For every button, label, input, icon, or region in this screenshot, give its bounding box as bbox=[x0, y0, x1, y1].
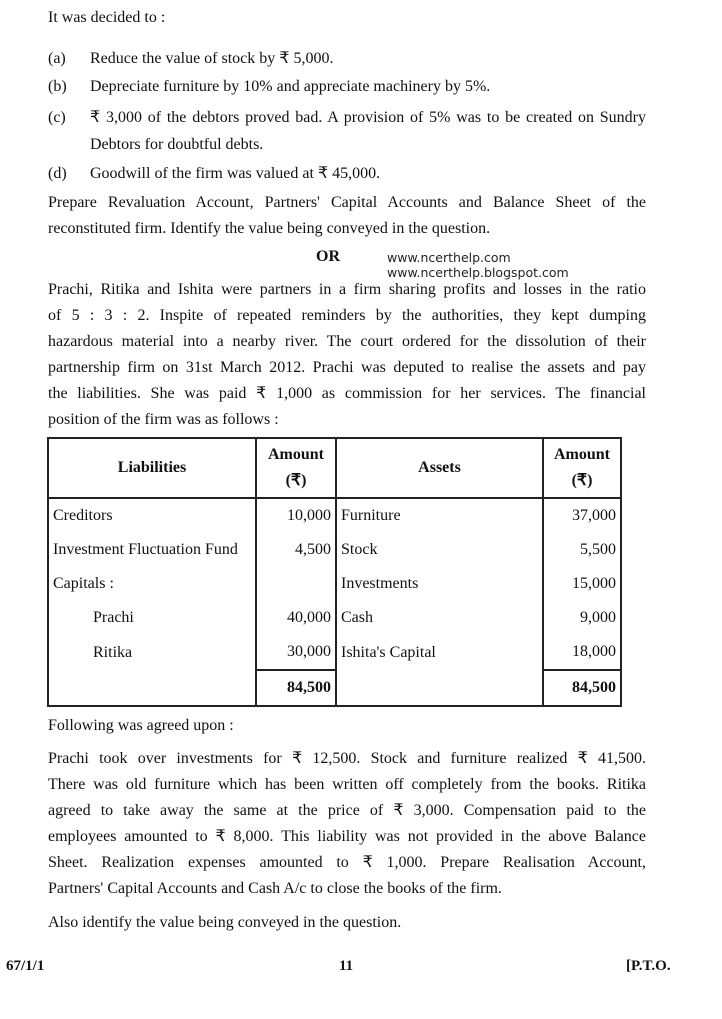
cell: 5,500 bbox=[543, 533, 621, 567]
paragraph-line: reconstituted firm. Identify the value being conveyed in the question. bbox=[48, 220, 491, 237]
item-text: Goodwill of the firm was valued at ₹ 45,000. bbox=[90, 165, 381, 182]
paper-code: 67/1/1 bbox=[6, 958, 45, 974]
paragraph-line: position of the firm was as follows : bbox=[48, 411, 279, 428]
table-total-row bbox=[48, 670, 621, 706]
item-text: Depreciate furniture by 10% and appreciate machinery by 5%. bbox=[90, 78, 491, 95]
list-item bbox=[48, 73, 646, 100]
item-label: (c) bbox=[48, 109, 66, 126]
cell: Ritika bbox=[48, 635, 256, 670]
item-label: (a) bbox=[48, 50, 66, 67]
paragraph-line: the liabilities. She was paid ₹ 1,000 as commission for her services. The financial bbox=[48, 385, 646, 402]
cell: Stock bbox=[336, 533, 543, 567]
paragraph-line: Prachi, Ritika and Ishita were partners in a firm sharing profits and losses in the ratio bbox=[48, 281, 646, 298]
paragraph-line: Prachi took over investments for ₹ 12,500. Stock and furniture realized ₹ 41,500. bbox=[48, 750, 646, 767]
cell: 30,000 bbox=[256, 635, 336, 670]
table-header-row bbox=[48, 438, 621, 498]
header-assets: Assets bbox=[336, 438, 543, 498]
header-liabilities: Liabilities bbox=[48, 438, 256, 498]
paragraph-line: partnership firm on 31st March 2012. Prachi was deputed to realise the assets and pay bbox=[48, 359, 646, 376]
paragraph-line: Also identify the value being conveyed in the question. bbox=[48, 914, 402, 931]
paragraph-line: agreed to take away the same at the price of ₹ 3,000. Compensation paid to the bbox=[48, 802, 646, 819]
paragraph-line: hazardous material into a nearby river. The court ordered for the dissolution of their bbox=[48, 333, 646, 350]
cell: Investments bbox=[336, 567, 543, 601]
cell: Ishita's Capital bbox=[336, 635, 543, 670]
page-number: 11 bbox=[339, 958, 354, 974]
header-amount: Amount (₹) bbox=[543, 438, 621, 498]
cell: Cash bbox=[336, 601, 543, 635]
cell: 10,000 bbox=[256, 498, 336, 533]
table-row bbox=[48, 635, 621, 670]
or-separator: OR bbox=[316, 248, 340, 265]
paragraph-line: Prepare Revaluation Account, Partners' Capital Accounts and Balance Sheet of the bbox=[48, 194, 646, 211]
header-amount: Amount (₹) bbox=[256, 438, 336, 498]
balance-sheet-table bbox=[47, 437, 622, 707]
cell bbox=[48, 670, 256, 706]
table-row bbox=[48, 601, 621, 635]
item-label: (d) bbox=[48, 165, 67, 182]
paragraph-line: of 5 : 3 : 2. Inspite of repeated reminders by the authorities, they kept dumping bbox=[48, 307, 646, 324]
cell: Furniture bbox=[336, 498, 543, 533]
agreed-text: Following was agreed upon : bbox=[48, 717, 234, 734]
paragraph-line: Sheet. Realization expenses amounted to ₹ 1,000. Prepare Realisation Account, bbox=[48, 854, 646, 871]
item-label: (b) bbox=[48, 78, 67, 95]
watermark-url: www.ncerthelp.com bbox=[387, 250, 511, 265]
table-row bbox=[48, 533, 621, 567]
cell: 15,000 bbox=[543, 567, 621, 601]
cell: Investment Fluctuation Fund bbox=[48, 533, 256, 567]
total-assets: 84,500 bbox=[543, 670, 621, 706]
table-row bbox=[48, 498, 621, 533]
cell: 18,000 bbox=[543, 635, 621, 670]
paragraph-line: employees amounted to ₹ 8,000. This liability was not provided in the above Balance bbox=[48, 828, 646, 845]
cell: Creditors bbox=[48, 498, 256, 533]
paragraph-line: Partners' Capital Accounts and Cash A/c to close the books of the firm. bbox=[48, 880, 502, 897]
cell: 4,500 bbox=[256, 533, 336, 567]
watermark-url: www.ncerthelp.blogspot.com bbox=[387, 265, 569, 280]
paragraph-line: There was old furniture which has been written off completely from the books. Ritika bbox=[48, 776, 646, 793]
item-text: Reduce the value of stock by ₹ 5,000. bbox=[90, 50, 334, 67]
list-item bbox=[48, 45, 646, 72]
total-liabilities: 84,500 bbox=[256, 670, 336, 706]
list-item bbox=[48, 160, 646, 187]
cell: 37,000 bbox=[543, 498, 621, 533]
table-row bbox=[48, 567, 621, 601]
list-item bbox=[48, 104, 646, 158]
pto-label: [P.T.O. bbox=[626, 958, 671, 974]
cell: 40,000 bbox=[256, 601, 336, 635]
cell bbox=[336, 670, 543, 706]
intro-text: It was decided to : bbox=[48, 9, 166, 26]
cell: Capitals : bbox=[48, 567, 256, 601]
cell: Prachi bbox=[48, 601, 256, 635]
cell bbox=[256, 567, 336, 601]
item-text: ₹ 3,000 of the debtors proved bad. A provision of 5% was to be created on Sundry Debtors for doubtful debts. bbox=[90, 109, 646, 153]
cell: 9,000 bbox=[543, 601, 621, 635]
